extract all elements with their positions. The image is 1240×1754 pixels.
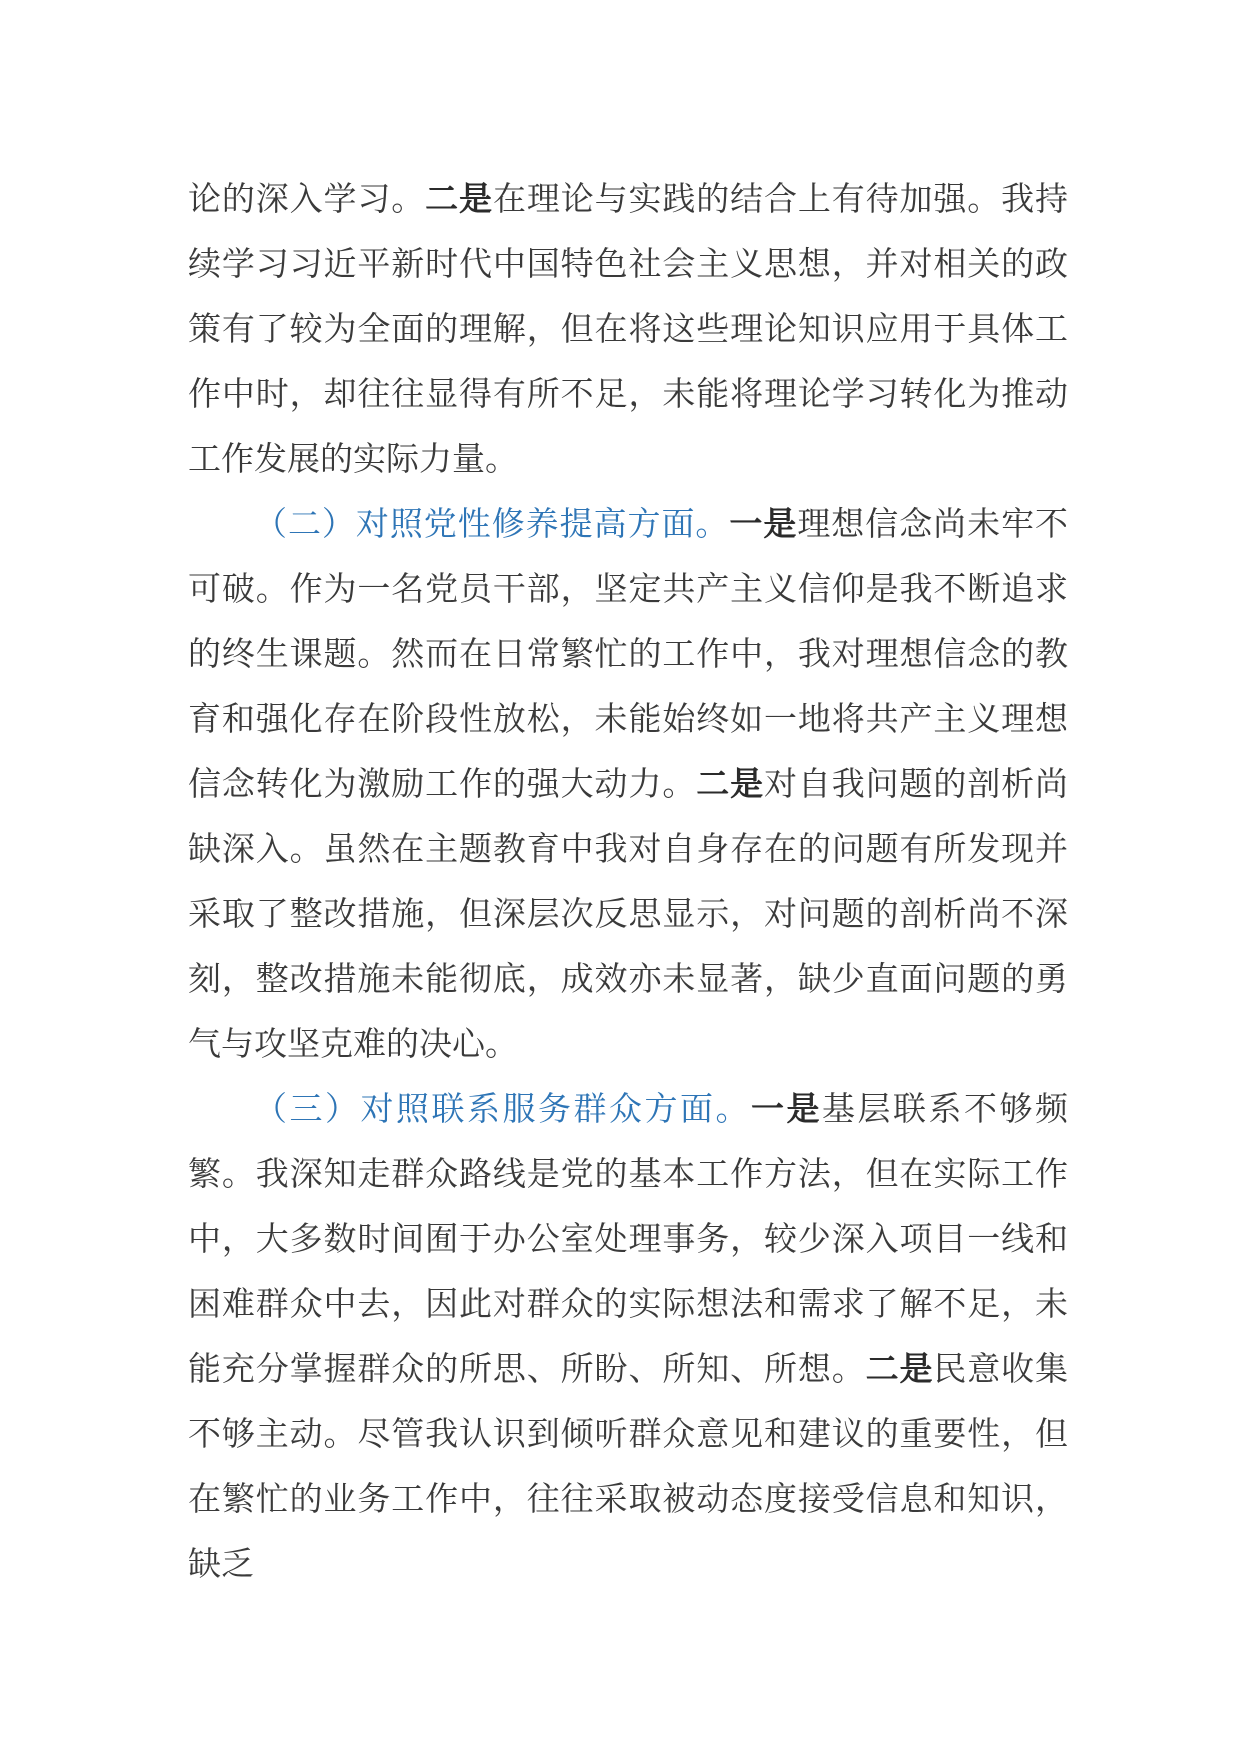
paragraph-theory-practice (188, 166, 1068, 491)
paragraph-text: 对自我问题的剖析尚缺深入。虽然在主题教育中我对自身存在的问题有所发现并采取了整改措施，但深层次反思显示，对问题的剖析尚不深刻，整改措施未能彻底，成效亦未显著，缺少直面问题的勇气与攻坚克难的决心。 (188, 764, 1069, 1063)
paragraph-text: 基层联系不够频繁。我深知走群众路线是党的基本工作方法，但在实际工作中，大多数时间囿于办公室处理事务，较少深入项目一线和困难群众中去，因此对群众的实际想法和需求了解不足，未能充分掌握群众的所思、所盼、所知、所想。 (188, 1089, 1068, 1388)
document-body (188, 166, 1068, 1596)
point-marker-two: 二是 (865, 1349, 934, 1388)
point-marker-two: 二是 (696, 764, 764, 803)
point-marker-two: 二是 (425, 179, 493, 218)
point-marker-one: 一是 (751, 1089, 822, 1128)
section-heading: （二）对照党性修养提高方面。 (254, 504, 730, 543)
paragraph-text: 论的深入学习。 (188, 179, 426, 218)
paragraph-text: 理想信念尚未牢不可破。作为一名党员干部，坚定共产主义信仰是我不断追求的终生课题。然而在日常繁忙的工作中，我对理想信念的教育和强化存在阶段性放松，未能始终如一地将共产主义理想信念转化为激励工作的强大动力。 (188, 504, 1069, 803)
point-marker-one: 一是 (729, 504, 798, 543)
section-heading: （三）对照联系服务群众方面。 (254, 1089, 751, 1128)
paragraph-party-spirit (188, 491, 1068, 1076)
paragraph-serving-masses (188, 1076, 1068, 1596)
paragraph-text: 民意收集不够主动。尽管我认识到倾听群众意见和建议的重要性，但在繁忙的业务工作中，往往采取被动态度接受信息和知识，缺乏 (188, 1349, 1069, 1583)
paragraph-text: 在理论与实践的结合上有待加强。我持续学习习近平新时代中国特色社会主义思想，并对相关的政策有了较为全面的理解，但在将这些理论知识应用于具体工作中时，却往往显得有所不足，未能将理论学习转化为推动工作发展的实际力量。 (188, 179, 1069, 478)
